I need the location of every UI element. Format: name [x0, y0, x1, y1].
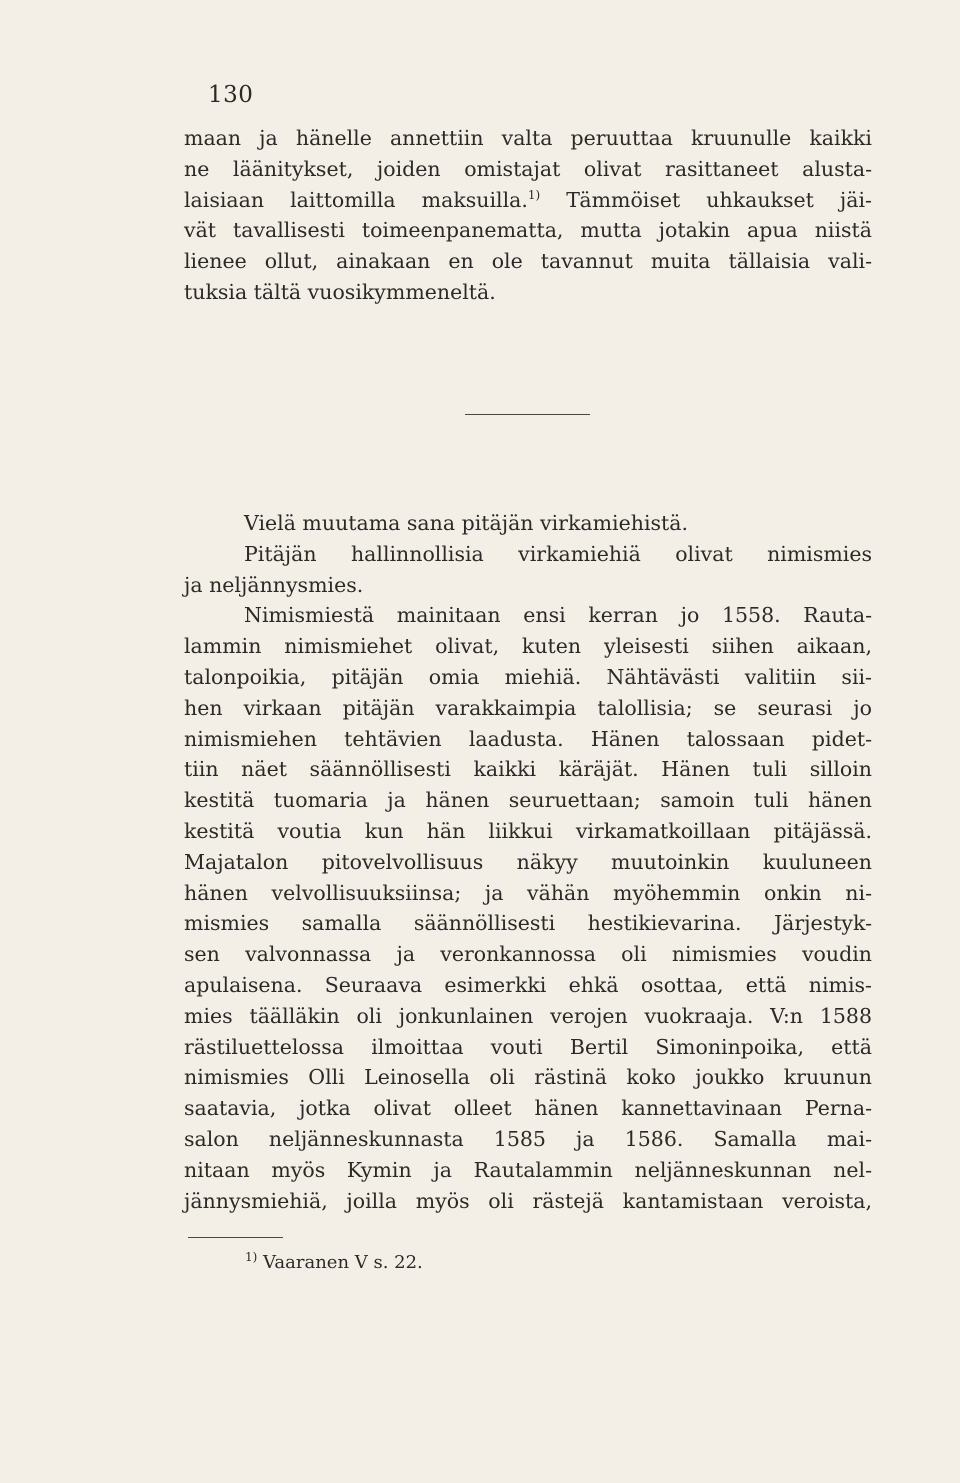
text-line: vät tavallisesti toimeenpanematta, mutta jotakin apua niistä [184, 218, 872, 243]
footnote-marker: 1) [245, 1250, 258, 1264]
text-line: Nimismiestä mainitaan ensi kerran jo 1558. Rauta- [244, 603, 872, 628]
text-line: salon neljänneskunnasta 1585 ja 1586. Samalla mai- [184, 1126, 872, 1151]
text-line: saatavia, jotka olivat olleet hänen kannettavinaan Perna- [184, 1096, 872, 1121]
text-line: tuksia tältä vuosikymmeneltä. [184, 279, 496, 304]
text-line: nitaan myös Kymin ja Rautalammin neljänneskunnan nel- [184, 1157, 872, 1182]
footnote-text: Vaaranen V s. 22. [257, 1252, 423, 1273]
text-line: hen virkaan pitäjän varakkaimpia talollisia; se seurasi jo [184, 695, 872, 720]
text-line: talonpoikia, pitäjän omia miehiä. Nähtävästi valitiin sii- [184, 664, 872, 689]
text-line: Majatalon pitovelvollisuus näkyy muutoinkin kuuluneen [184, 849, 872, 874]
text-line: nimismiehen tehtävien laadusta. Hänen talossaan pidet- [184, 726, 872, 751]
footnote [245, 1252, 423, 1273]
text-line: lammin nimismiehet olivat, kuten yleisesti siihen aikaan, [184, 634, 872, 659]
footnote-reference: 1) [527, 187, 541, 202]
page-number: 130 [208, 82, 254, 108]
text-line: rästiluettelossa ilmoittaa vouti Bertil Simoninpoika, että [184, 1034, 872, 1059]
section-paragraph [184, 508, 872, 1216]
footnote-divider [188, 1237, 283, 1238]
top-paragraph [184, 123, 872, 308]
text-line: lienee ollut, ainakaan en ole tavannut muita tällaisia vali- [184, 249, 872, 274]
text-line: nimismies Olli Leinosella oli rästinä koko joukko kruunun [184, 1065, 872, 1090]
text-line: jännysmiehiä, joilla myös oli rästejä kantamistaan veroista, [184, 1188, 872, 1213]
text-line: sen valvonnassa ja veronkannossa oli nimismies voudin [184, 942, 872, 967]
text-line: ja neljännysmies. [184, 572, 364, 597]
text-line: hänen velvollisuuksiinsa; ja vähän myöhemmin onkin ni- [184, 880, 872, 905]
text-line: mismies samalla säännöllisesti hestikievarina. Järjestyk- [184, 911, 872, 936]
text-line-start: laisiaan laittomilla maksuilla. [184, 187, 528, 212]
text-line: kestitä tuomaria ja hänen seuruettaan; samoin tuli hänen [184, 788, 872, 813]
text-line: kestitä voutia kun hän liikkui virkamatkoillaan pitäjässä. [184, 818, 872, 843]
text-line [184, 185, 872, 216]
text-line: tiin näet säännöllisesti kaikki käräjät. Hänen tuli silloin [184, 757, 872, 782]
text-line: mies täälläkin oli jonkunlainen verojen vuokraaja. V:n 1588 [184, 1003, 872, 1028]
section-divider [465, 414, 590, 415]
text-line-end: Tämmöiset uhkaukset jäi- [540, 187, 872, 212]
section-heading-line: Vielä muutama sana pitäjän virkamiehistä. [244, 511, 688, 535]
text-line: apulaisena. Seuraava esimerkki ehkä osottaa, että nimis- [184, 972, 872, 997]
text-line: maan ja hänelle annettiin valta peruuttaa kruunulle kaikki [184, 126, 872, 150]
text-line: ne läänitykset, joiden omistajat olivat rasittaneet alusta- [184, 156, 872, 181]
text-line: Pitäjän hallinnollisia virkamiehiä olivat nimismies [244, 541, 872, 566]
